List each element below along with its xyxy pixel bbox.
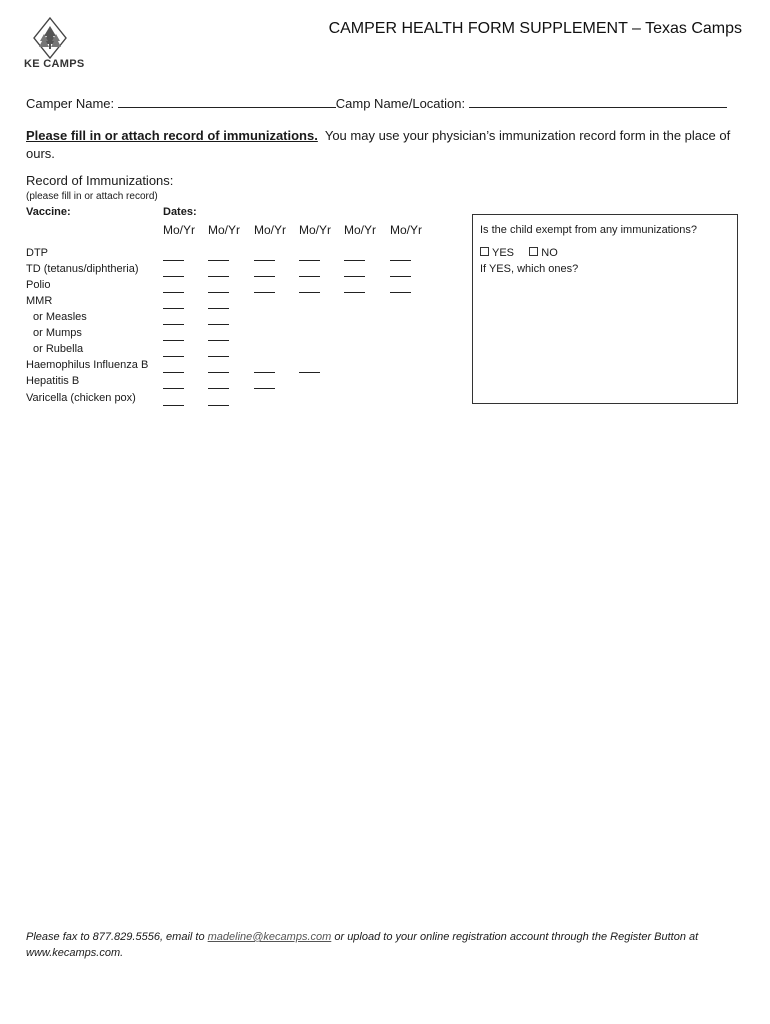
date-blank-field[interactable] xyxy=(344,276,365,277)
date-blank-field[interactable] xyxy=(163,324,184,325)
no-checkbox[interactable] xyxy=(529,247,538,256)
vaccine-name: or Mumps xyxy=(33,327,82,339)
date-blank-field[interactable] xyxy=(163,292,184,293)
instructions-rest: You may use your physician’s immunization record form in the place of ours. xyxy=(26,128,731,161)
date-blank-field[interactable] xyxy=(208,372,229,373)
date-blank-field[interactable] xyxy=(254,276,275,277)
vaccine-name: or Measles xyxy=(33,311,87,323)
footer-text-after: or upload to your online registration account through the Register Button at www.kecamps.com. xyxy=(26,931,699,959)
camp-name-field[interactable] xyxy=(469,95,727,108)
no-label: NO xyxy=(541,247,558,259)
date-blank-field[interactable] xyxy=(208,324,229,325)
instructions-lead: Please fill in or attach record of immunizations. xyxy=(26,128,318,143)
date-column-header: Mo/Yr xyxy=(163,223,196,237)
date-blank-field[interactable] xyxy=(390,260,411,261)
date-blank-field[interactable] xyxy=(208,260,229,261)
vaccine-name: Haemophilus Influenza B xyxy=(26,359,149,371)
date-blank-field[interactable] xyxy=(163,356,184,357)
date-blank-field[interactable] xyxy=(163,340,184,341)
camper-name-label: Camper Name: xyxy=(26,96,115,111)
date-blank-field[interactable] xyxy=(299,292,320,293)
camp-name-label: Camp Name/Location: xyxy=(335,96,466,111)
date-blank-field[interactable] xyxy=(163,405,184,406)
date-blank-field[interactable] xyxy=(254,292,275,293)
date-blank-field[interactable] xyxy=(208,405,229,406)
date-blank-field[interactable] xyxy=(254,388,275,389)
date-blank-field[interactable] xyxy=(208,388,229,389)
date-blank-field[interactable] xyxy=(390,276,411,277)
instructions xyxy=(26,127,738,163)
date-blank-field[interactable] xyxy=(208,356,229,357)
date-blank-field[interactable] xyxy=(163,372,184,373)
date-blank-field[interactable] xyxy=(254,372,275,373)
record-heading: Record of Immunizations: xyxy=(26,173,174,188)
date-blank-field[interactable] xyxy=(208,276,229,277)
date-blank-field[interactable] xyxy=(344,260,365,261)
date-column-header: Mo/Yr xyxy=(254,223,287,237)
date-blank-field[interactable] xyxy=(208,340,229,341)
vaccine-name: Polio xyxy=(26,279,51,291)
date-blank-field[interactable] xyxy=(163,260,184,261)
name-fields-row xyxy=(26,95,727,111)
date-column-header: Mo/Yr xyxy=(390,223,423,237)
dates-column-header: Dates: xyxy=(163,206,197,218)
logo-wordmark: KE CAMPS xyxy=(24,58,85,70)
vaccine-name: TD (tetanus/diphtheria) xyxy=(26,263,139,275)
exemption-question: Is the child exempt from any immunizations? xyxy=(480,224,698,236)
date-blank-field[interactable] xyxy=(208,308,229,309)
date-column-header: Mo/Yr xyxy=(208,223,241,237)
date-column-header: Mo/Yr xyxy=(344,223,377,237)
date-column-header: Mo/Yr xyxy=(299,223,332,237)
exemption-box xyxy=(472,214,738,404)
camper-name-field[interactable] xyxy=(118,95,336,108)
vaccine-name: MMR xyxy=(26,295,53,307)
exemption-options xyxy=(480,247,558,259)
date-blank-field[interactable] xyxy=(163,308,184,309)
vaccine-name: Hepatitis B xyxy=(26,375,80,387)
vaccine-column-header: Vaccine: xyxy=(26,206,71,218)
page-title: CAMPER HEALTH FORM SUPPLEMENT – Texas Camps xyxy=(328,20,742,37)
date-blank-field[interactable] xyxy=(299,276,320,277)
record-subheading: (please fill in or attach record) xyxy=(26,191,158,202)
footer-note xyxy=(26,929,744,961)
footer-text-before: Please fax to 877.829.5556, email to xyxy=(26,931,208,943)
date-blank-field[interactable] xyxy=(344,292,365,293)
date-blank-field[interactable] xyxy=(163,276,184,277)
date-blank-field[interactable] xyxy=(299,372,320,373)
yes-checkbox[interactable] xyxy=(480,247,489,256)
date-blank-field[interactable] xyxy=(254,260,275,261)
date-blank-field[interactable] xyxy=(299,260,320,261)
exemption-which-label: If YES, which ones? xyxy=(480,263,579,275)
date-blank-field[interactable] xyxy=(390,292,411,293)
date-blank-field[interactable] xyxy=(163,388,184,389)
vaccine-name: or Rubella xyxy=(33,343,84,355)
yes-label: YES xyxy=(492,247,515,259)
vaccine-name: DTP xyxy=(26,247,48,259)
email-link[interactable]: madeline@kecamps.com xyxy=(207,931,332,943)
vaccine-name: Varicella (chicken pox) xyxy=(26,392,136,404)
date-blank-field[interactable] xyxy=(208,292,229,293)
